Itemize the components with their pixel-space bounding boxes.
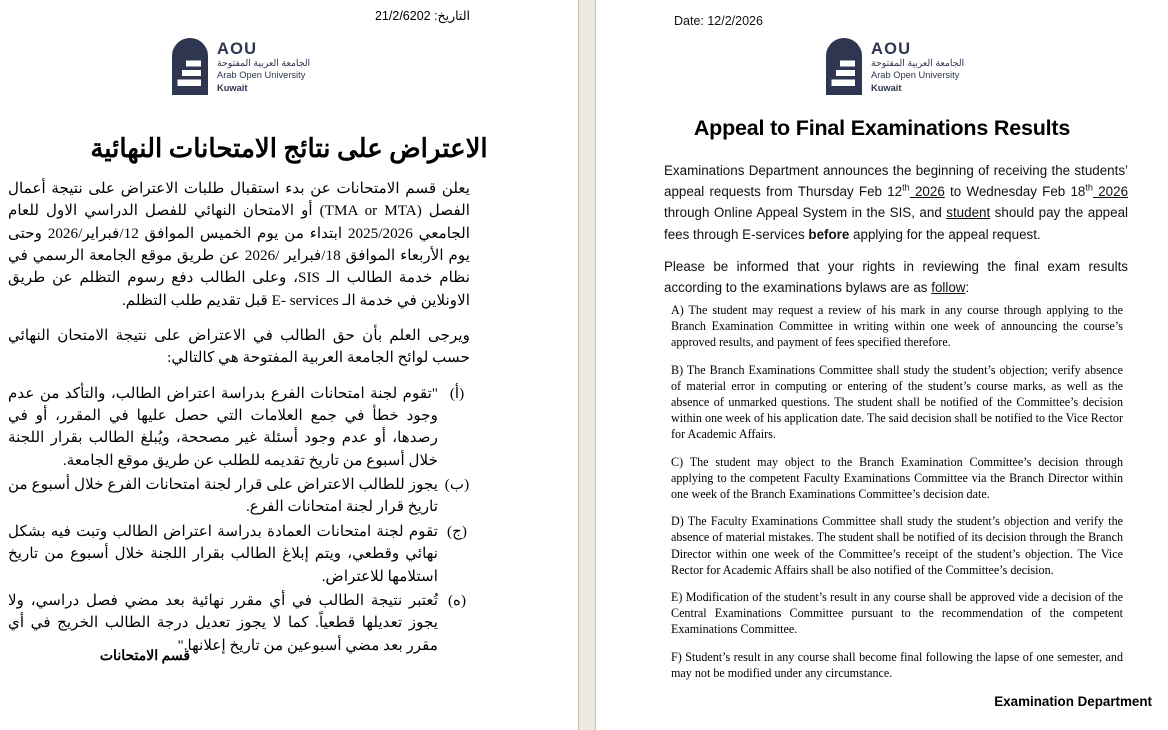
english-clause-e: E) Modification of the student’s result in any course shall be approved vide a decision of the Central Examinations Committee pursuant to the recommendation of the competent Examinations Committee.: [671, 590, 1123, 637]
arabic-clause-list: [8, 383, 470, 657]
english-clause-f: F) Student’s result in any course shall become final following the lapse of one semester, and may not be modified under any circumstance.: [671, 649, 1123, 680]
arabic-title: الاعتراض على نتائج الامتحانات النهائية: [90, 134, 488, 163]
arabic-body: [8, 178, 470, 659]
page-gutter-divider: [578, 0, 596, 730]
arabic-page: [0, 0, 578, 730]
aou-branch: Kuwait: [217, 82, 248, 93]
english-date: Date: 12/2/2026: [674, 14, 763, 28]
aou-name-arabic: الجامعة العربية المفتوحة: [871, 58, 965, 69]
english-clause-c: C) The student may object to the Branch Examination Committee’s decision through applying to the competent Faculty Examinations Committee via the Branch Director within one week of the Branch Examinations Committee’s decision date.: [671, 454, 1123, 502]
aou-logo-mark-icon: [172, 38, 208, 95]
aou-logo-text: [871, 38, 964, 94]
aou-logo-english: [826, 38, 964, 95]
arabic-clause-marker: (ب): [444, 476, 470, 494]
aou-acronym: AOU: [871, 40, 912, 58]
arabic-clause-item: [8, 521, 470, 588]
aou-name-english: Arab Open University: [217, 69, 306, 80]
arabic-clause-item: [8, 383, 470, 472]
arabic-date: التاريخ: 2026/2/12: [374, 9, 470, 23]
aou-logo-mark-icon: [826, 38, 862, 95]
english-clause-d: D) The Faculty Examinations Committee shall study the student’s objection and verify the absence of material mistakes. The student shall be notified of its decision through the Branch Director within one week of the Committee’s receipt of the student’s objection. The Vice Rector for Academic Affairs shall be also notified of the Committee’s decision.: [671, 514, 1123, 577]
arabic-clause-item: [8, 590, 470, 657]
english-intro: [664, 160, 1128, 298]
arabic-clause-item: [8, 474, 470, 519]
english-clause-b: B) The Branch Examinations Committee shall study the student’s objection; verify absence of material error in computing or entering of the student’s course marks, as well as the absence of unmarked questions. The student shall be notified of the Committee’s decision within one week of his application date. The said decision shall be notified to the Vice Rector for Academic Affairs.: [671, 362, 1123, 442]
english-intro-paragraph-1: Examinations Department announces the beginning of receiving the students’ appeal requests from Thursday Feb 12th 2026 to Wednesday Feb 18th 2026 through Online Appeal System in the SIS, and student should pay the appeal fees through E-services before applying for the appeal request.: [664, 163, 1129, 242]
arabic-clause-marker: (ج): [447, 522, 467, 540]
arabic-signature: قسم الامتحانات: [99, 649, 191, 664]
aou-logo-text: [217, 38, 310, 94]
aou-name-english: Arab Open University: [871, 69, 960, 80]
arabic-clause-marker: (أ): [449, 384, 465, 402]
english-clause-list: [671, 302, 1123, 681]
aou-branch: Kuwait: [871, 82, 902, 93]
arabic-clause-text: تقوم لجنة امتحانات العمادة بدراسة اعتراض الطالب وتبت فيه بشكل نهائي وقطعي، ويتم إبلاغ الطالب بقرار اللجنة خلال أسبوع من تاريخ استلامها للاعتراض.: [8, 522, 438, 585]
aou-logo-arabic: [172, 38, 310, 95]
arabic-clause-text: يجوز للطالب الاعتراض على قرار لجنة امتحانات الفرع خلال أسبوع من تاريخ قرار لجنة امتحانات الفرع.: [8, 476, 438, 516]
english-title: Appeal to Final Examinations Results: [693, 116, 1071, 140]
english-intro-paragraph-2: Please be informed that your rights in reviewing the final exam results according to the examinations bylaws are as follow:: [664, 258, 1128, 295]
aou-acronym: AOU: [217, 40, 258, 58]
arabic-intro-paragraph-1: يعلن قسم الامتحانات عن بدء استقبال طلبات الاعتراض على نتيجة أعمال الفصل (TMA or MTA) أو الامتحان النهائي للفصل الدراسي الاول للعام الجامعي 2025/2026 ابتداء من يوم الخميس الموافق 12/فبراير/2026 وحتى يوم الأربعاء الموافق 18/فبراير /2026 عن طريق موقع الجامعة الرسمي في نظام خدمة الطالب الـ SIS، وعلى الطالب دفع رسوم التظلم عن طريق الاونلاين في خدمة الـ E- services قبل تقديم طلب التظلم.: [8, 180, 471, 309]
aou-name-arabic: الجامعة العربية المفتوحة: [217, 58, 311, 69]
english-page: [596, 0, 1168, 730]
english-clause-a: A) The student may request a review of his mark in any course through applying to the Branch Examination Committee in writing within one week of announcing the course’s approved results, and payment of fees specified therefore.: [671, 303, 1123, 350]
arabic-clause-text: "تقوم لجنة امتحانات الفرع بدراسة اعتراض الطالب، والتأكد من عدم وجود خطأ في جمع العلامات التي حصل عليها في المقرر، أو في رصدها، أو عدم وجود أسئلة غير مصححة، ويُبلغ الطالب بقرار اللجنة خلال أسبوع من تاريخ تقديمه للطلب عن طريق موقع الجامعة.: [8, 384, 438, 469]
english-signature: Examination Department: [994, 694, 1152, 709]
arabic-intro-paragraph-2: ويرجى العلم بأن حق الطالب في الاعتراض على نتيجة الامتحان النهائي حسب لوائح الجامعة العربية المفتوحة هي كالتالي:: [8, 327, 470, 367]
arabic-clause-marker: (ه): [447, 591, 467, 609]
arabic-clause-text: تُعتبر نتيجة الطالب في أي مقرر نهائية بعد مضي فصل دراسي، ولا يجوز تعديلها قطعياً. كما لا يجوز تعديل درجة الطالب الخريج في أي مقرر بعد مضي أسبوعين من تاريخ إعلانها.": [8, 591, 438, 654]
